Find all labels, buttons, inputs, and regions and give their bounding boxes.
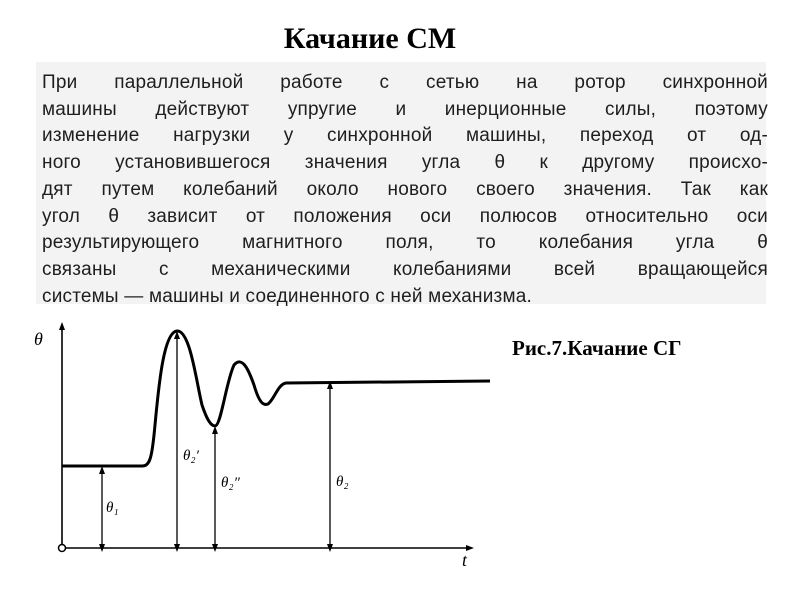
theta2-label: θ₂ <box>336 474 349 490</box>
theta2-prime-label: θ₂′ <box>183 448 199 464</box>
figure-caption: Рис.7.Качание СГ <box>512 336 682 360</box>
x-axis-label: t <box>462 550 468 570</box>
paragraph-line: результирующего магнитного поля, то колебания угла θ <box>42 232 768 254</box>
paragraph-line: системы — машины и соединенного с ней механизма. <box>42 285 532 307</box>
origin-point <box>59 545 66 552</box>
paragraph-line: угол θ зависит от положения оси полюсов относительно оси <box>42 205 768 227</box>
paragraph-line: машины действуют упругие и инерционные силы, поэтому <box>42 98 768 120</box>
theta1-label: θ₁ <box>106 500 119 516</box>
theta-curve <box>62 331 490 466</box>
paragraph-line: ного установившегося значения угла θ к другому происхо- <box>42 152 768 174</box>
theta2-double-prime-label: θ₂″ <box>221 475 240 491</box>
page-title: Качание СМ <box>283 22 457 55</box>
y-axis-label: θ <box>34 329 43 349</box>
paragraph-line: При параллельной работе с сетью на ротор синхронной <box>42 72 768 93</box>
paragraph-line: дят путем колебаний около нового своего значения. Так как <box>42 178 768 200</box>
paragraph-line: связаны с механическими колебаниями всей вращающейся <box>42 258 768 280</box>
paragraph-line: изменение нагрузки у синхронной машины, переход от од- <box>42 125 768 147</box>
